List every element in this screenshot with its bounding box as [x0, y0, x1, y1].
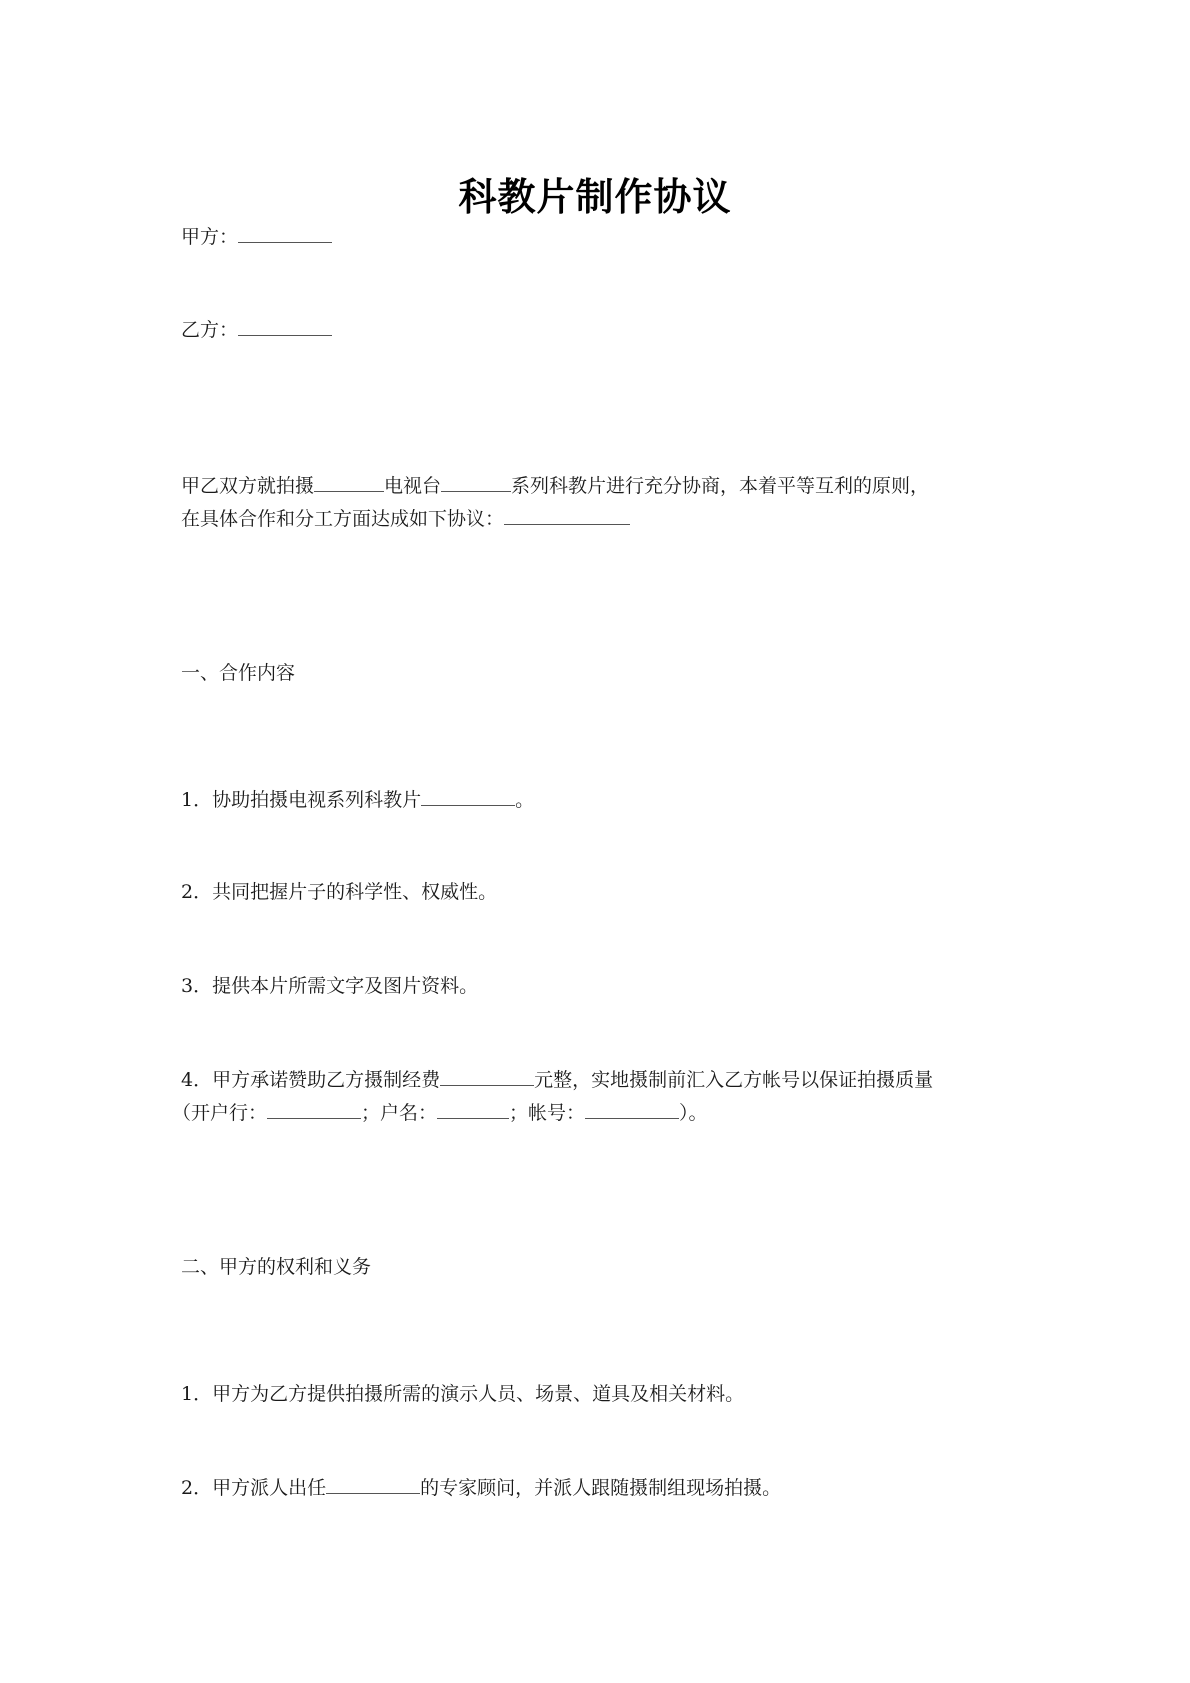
intro-blank-1[interactable]: [314, 473, 384, 492]
item-text: （开户行：: [172, 1102, 268, 1124]
item-text: 4．甲方承诺赞助乙方摄制经费: [181, 1069, 441, 1091]
item-text: ；户名：: [361, 1102, 438, 1124]
section-2-item-2: [181, 1475, 781, 1500]
intro-blank-2[interactable]: [441, 473, 511, 492]
section-1-heading: 一、合作内容: [181, 662, 296, 684]
item-text: 元整，实地摄制前汇入乙方帐号以保证拍摄质量: [534, 1069, 934, 1091]
party-a-blank[interactable]: [238, 224, 332, 243]
party-b-line: [181, 317, 332, 342]
item-text: ；帐号：: [509, 1102, 586, 1124]
advisor-blank[interactable]: [326, 1475, 420, 1494]
item-text: ）。: [679, 1102, 708, 1124]
item-text: 1．协助拍摄电视系列科教片: [181, 789, 422, 811]
intro-blank-3[interactable]: [504, 506, 630, 525]
section-2-item-1: 1．甲方为乙方提供拍摄所需的演示人员、场景、道具及相关材料。: [181, 1383, 745, 1405]
intro-text: 系列科教片进行充分协商，本着平等互利的原则，: [511, 475, 930, 497]
section-1-item-1: [181, 787, 534, 812]
intro-text: 在具体合作和分工方面达成如下协议：: [181, 508, 505, 530]
section-1-item-2: 2．共同把握片子的科学性、权威性。: [181, 881, 498, 903]
party-a-label: 甲方：: [181, 226, 239, 248]
party-a-line: [181, 224, 332, 249]
intro-line-2: [181, 506, 630, 531]
intro-text: 甲乙双方就拍摄: [181, 475, 315, 497]
intro-text: 电视台: [384, 475, 442, 497]
fee-blank[interactable]: [440, 1067, 534, 1086]
item-1-blank[interactable]: [421, 787, 515, 806]
bank-blank[interactable]: [267, 1100, 361, 1119]
item-text: 2．甲方派人出任: [181, 1477, 327, 1499]
account-number-blank[interactable]: [585, 1100, 679, 1119]
item-text: 的专家顾问，并派人跟随摄制组现场拍摄。: [420, 1477, 782, 1499]
section-2-heading: 二、甲方的权利和义务: [181, 1256, 372, 1278]
account-name-blank[interactable]: [437, 1100, 509, 1119]
section-1-item-4-line-2: [172, 1100, 708, 1125]
item-text: 。: [515, 789, 535, 811]
party-b-blank[interactable]: [238, 317, 332, 336]
section-1-item-3: 3．提供本片所需文字及图片资料。: [181, 975, 479, 997]
intro-line-1: [181, 473, 929, 498]
party-b-label: 乙方：: [181, 319, 239, 341]
section-1-item-4: [181, 1067, 933, 1092]
document-title: 科教片制作协议: [458, 175, 732, 219]
